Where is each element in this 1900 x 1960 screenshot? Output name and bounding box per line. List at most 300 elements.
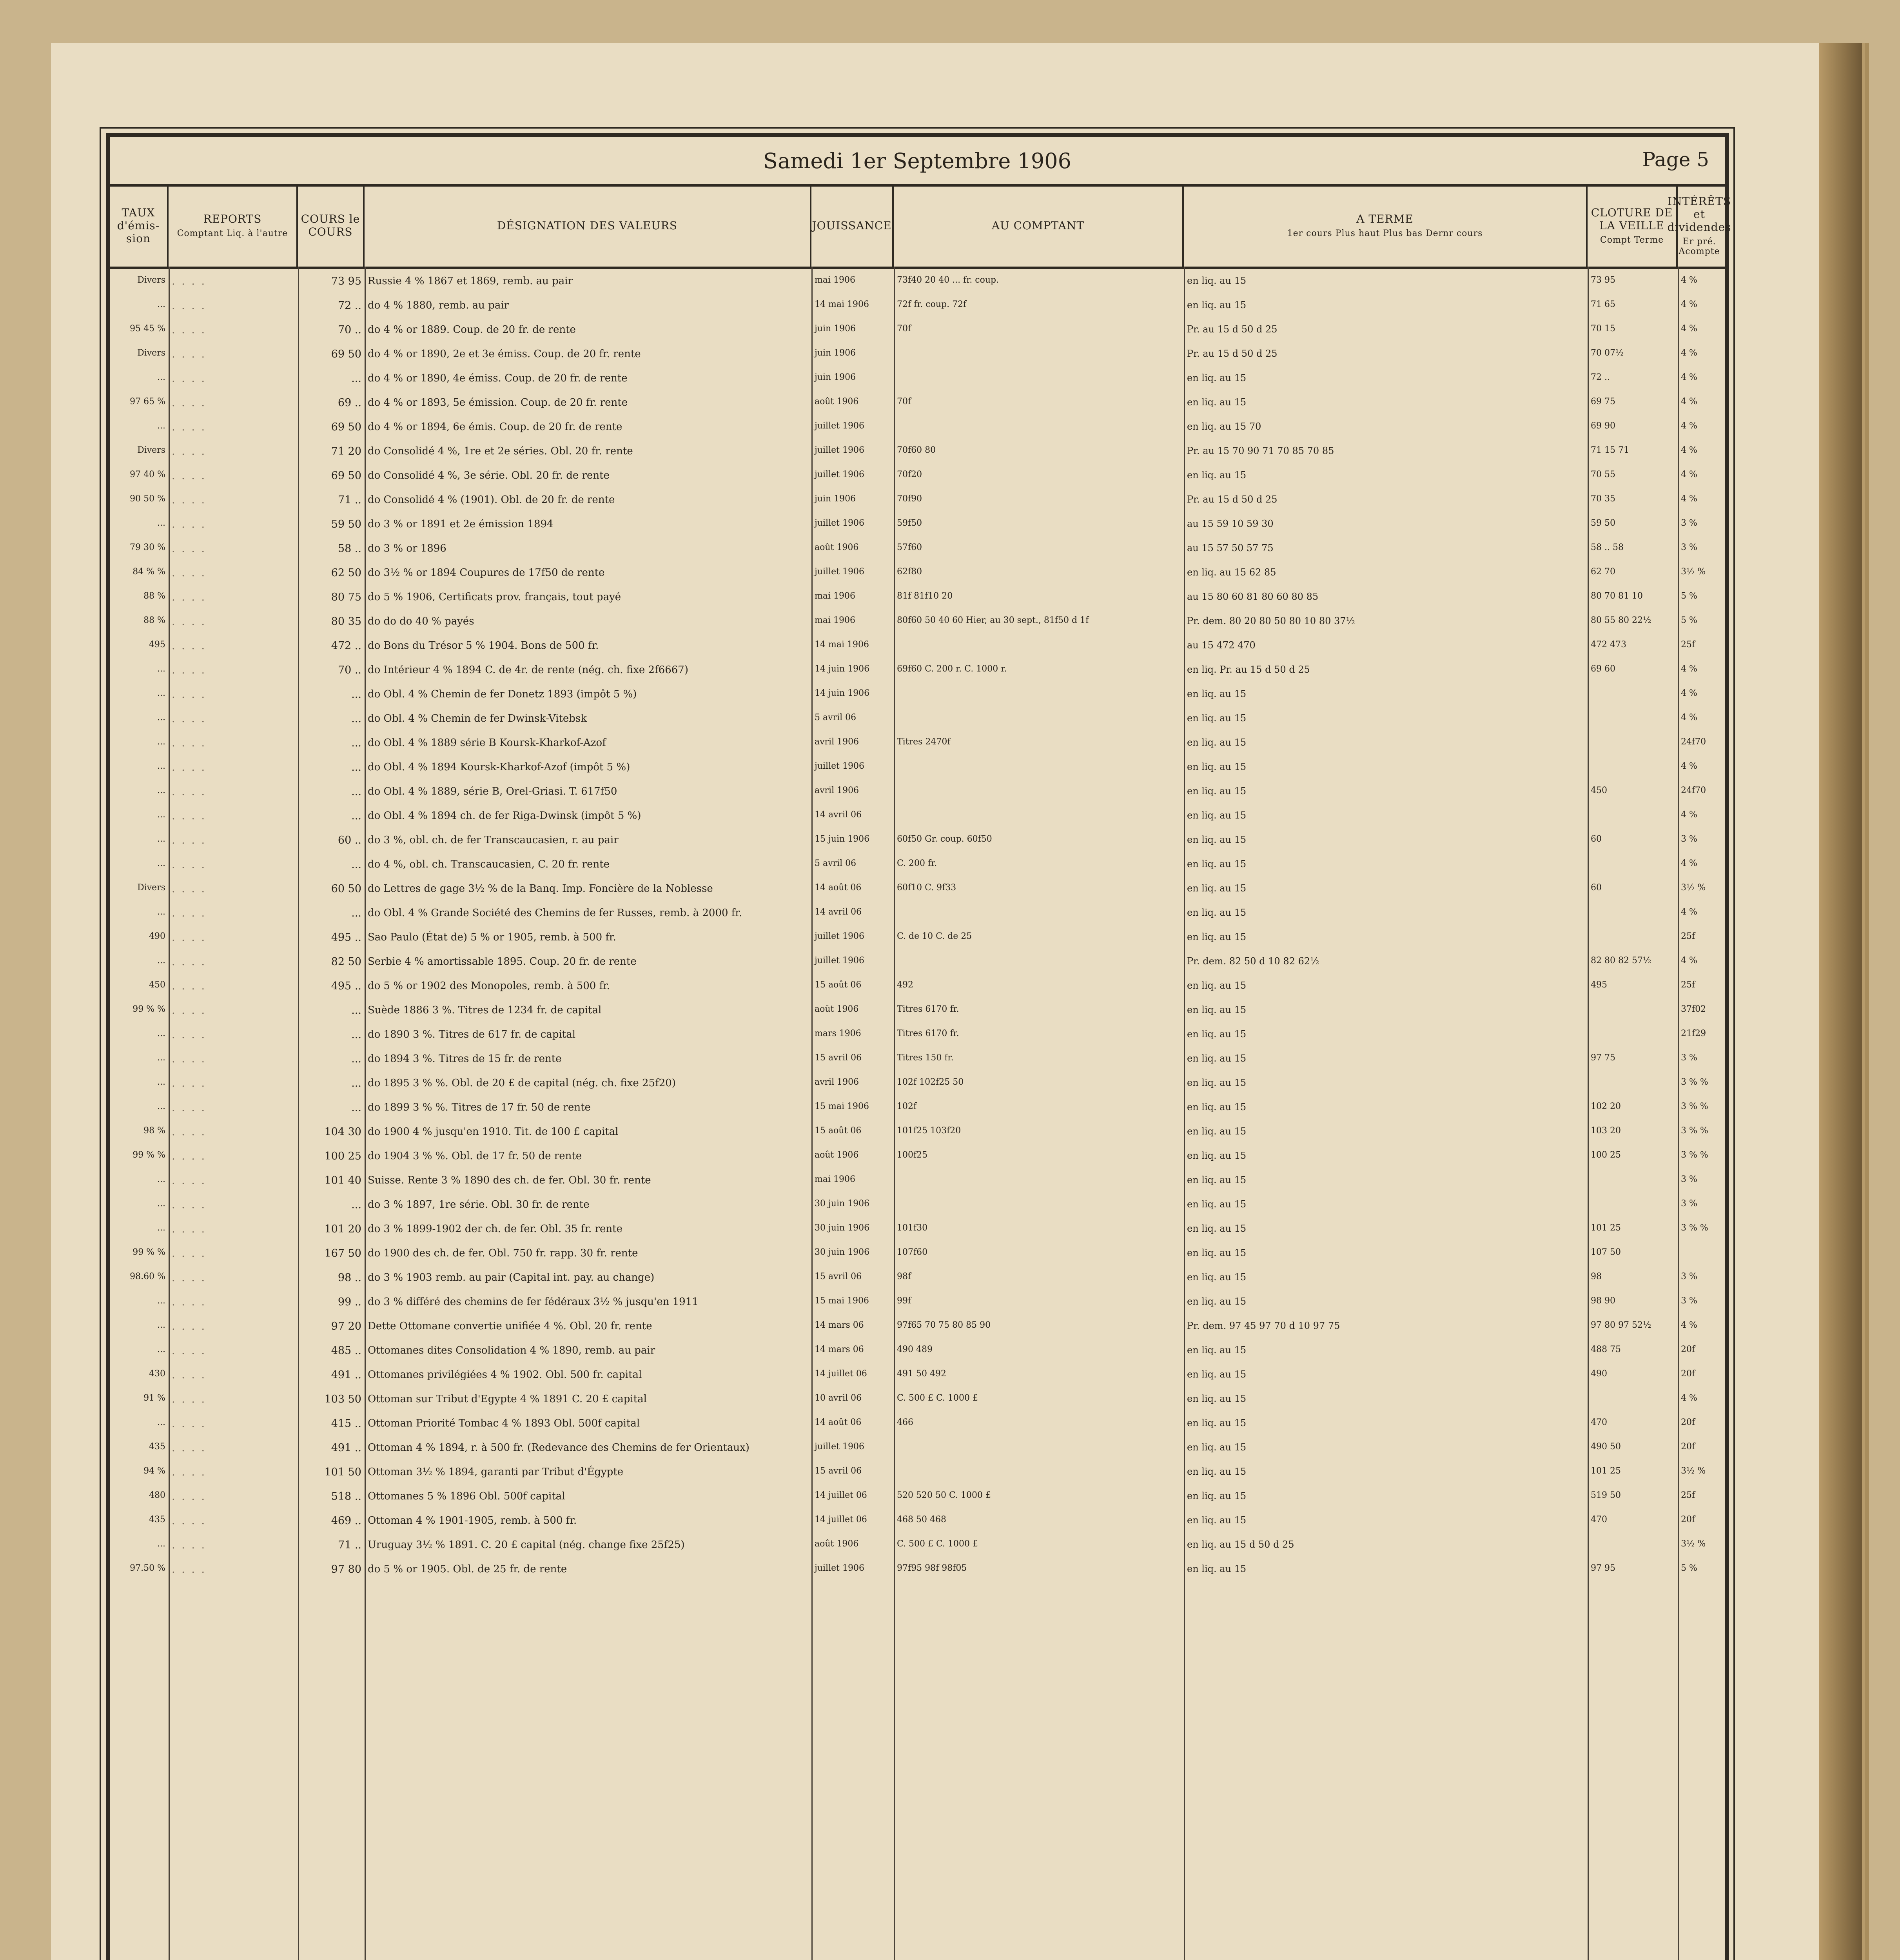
interet-cell: 4 % <box>1681 299 1697 309</box>
col-cloture-label: CLOTURE DE LA VEILLE <box>1591 206 1673 232</box>
jouissance-cell: juillet 1906 <box>815 956 864 965</box>
col-cours-label: COURS le COURS <box>301 212 360 238</box>
reports-cell: . . . . <box>172 1515 207 1527</box>
designation-cell: Sao Paulo (État de) 5 % or 1905, remb. à 500 fr. <box>368 931 616 943</box>
interet-cell: 4 % <box>1681 348 1697 358</box>
cours-cell: ... <box>351 737 361 749</box>
table-row <box>110 1149 1725 1174</box>
terme-cell: au 15 472 470 <box>1187 640 1256 651</box>
taux-cell: ... <box>157 1053 165 1063</box>
table-row <box>110 1490 1725 1514</box>
terme-cell: en liq. au 15 <box>1187 907 1247 918</box>
cloture-cell: 70 35 <box>1591 494 1615 504</box>
reports-cell: . . . . <box>172 1029 207 1041</box>
cours-cell: 59 50 <box>331 518 361 530</box>
designation-cell: do 5 % 1906, Certificats prov. français, tout payé <box>368 591 621 603</box>
designation-cell: do Obl. 4 % 1889 série B Koursk-Kharkof-Azof <box>368 737 606 749</box>
terme-cell: en liq. au 15 <box>1187 810 1247 821</box>
interet-cell: 4 % <box>1681 810 1697 820</box>
stock-table-frame <box>106 133 1729 1960</box>
table-row <box>110 1417 1725 1441</box>
table-row <box>110 469 1725 493</box>
jouissance-cell: 15 août 06 <box>815 1126 862 1136</box>
column-headers <box>110 184 1731 269</box>
terme-cell: en liq. au 15 <box>1187 858 1247 869</box>
reports-cell: . . . . <box>172 275 207 287</box>
comptant-cell: 97f65 70 75 80 85 90 <box>897 1320 991 1330</box>
table-row <box>110 1563 1725 1587</box>
designation-cell: do 1895 3 % %. Obl. de 20 £ de capital (nég. ch. fixe 25f20) <box>368 1077 676 1089</box>
reports-cell: . . . . <box>172 1102 207 1114</box>
interet-cell: 3 % <box>1681 834 1697 844</box>
col-interets-label: INTÉRÊTS et dividendes <box>1667 194 1731 234</box>
col-a-terme-sub: 1er cours Plus haut Plus bas Dernr cours <box>1287 229 1483 238</box>
table-row <box>110 663 1725 688</box>
comptant-cell: Titres 6170 fr. <box>897 1029 959 1038</box>
cloture-cell: 519 50 <box>1591 1490 1621 1500</box>
table-row <box>110 639 1725 663</box>
taux-cell: 97 40 % <box>130 470 165 479</box>
terme-cell: en liq. au 15 <box>1187 931 1247 942</box>
designation-cell: Serbie 4 % amortissable 1895. Coup. 20 fr. de rente <box>368 956 637 967</box>
interet-cell: 4 % <box>1681 761 1697 771</box>
jouissance-cell: juin 1906 <box>815 494 856 504</box>
terme-cell: Pr. au 15 70 90 71 70 85 70 85 <box>1187 445 1334 456</box>
cloture-cell <box>1588 809 1678 811</box>
taux-cell: ... <box>157 421 165 431</box>
comptant-cell: 492 <box>897 980 913 990</box>
comptant-cell: 468 50 468 <box>897 1515 946 1524</box>
terme-cell: en liq. au 15 <box>1187 1369 1247 1380</box>
reports-cell: . . . . <box>172 980 207 992</box>
comptant-cell: 70f <box>897 397 911 407</box>
comptant-cell: 98f <box>897 1272 911 1281</box>
cours-cell: 99 .. <box>338 1296 361 1308</box>
terme-cell: Pr. au 15 d 50 d 25 <box>1187 324 1278 335</box>
terme-cell: en liq. au 15 70 <box>1187 421 1261 432</box>
taux-cell: ... <box>157 907 165 917</box>
cloture-cell: 98 90 <box>1591 1296 1615 1306</box>
cours-cell: 415 .. <box>331 1417 361 1430</box>
table-row <box>110 1004 1725 1028</box>
interet-cell: 20f <box>1681 1345 1695 1354</box>
reports-cell: . . . . <box>172 1247 207 1259</box>
taux-cell: 480 <box>149 1490 165 1500</box>
col-designation <box>365 184 811 267</box>
interet-cell: 25f <box>1681 640 1695 650</box>
table-row <box>110 1125 1725 1149</box>
comptant-cell: C. 500 £ C. 1000 £ <box>897 1393 978 1403</box>
comptant-cell: 491 50 492 <box>897 1369 946 1379</box>
taux-cell: Divers <box>137 348 165 358</box>
table-row <box>110 785 1725 809</box>
table-row <box>110 931 1725 955</box>
reports-cell: . . . . <box>172 1345 207 1357</box>
cours-cell: 71 .. <box>338 1539 361 1551</box>
cloture-cell <box>1588 1028 1678 1029</box>
interet-cell: 3½ % <box>1681 1539 1706 1549</box>
taux-cell: 495 <box>149 640 165 650</box>
jouissance-cell: juillet 1906 <box>815 761 864 771</box>
terme-cell: en liq. au 15 <box>1187 883 1247 894</box>
jouissance-cell: juin 1906 <box>815 372 856 382</box>
cours-cell: 104 30 <box>324 1126 361 1138</box>
comptant-cell <box>894 785 1184 786</box>
jouissance-cell: juillet 1906 <box>815 1442 864 1452</box>
terme-cell: en liq. au 15 <box>1187 1490 1247 1501</box>
taux-cell: 88 % <box>143 591 165 601</box>
reports-cell: . . . . <box>172 1466 207 1478</box>
cloture-cell <box>1588 1538 1678 1540</box>
interet-cell: 3½ % <box>1681 883 1706 893</box>
designation-cell: do 3 % or 1896 <box>368 543 446 554</box>
interet-cell: 37f02 <box>1681 1004 1706 1014</box>
terme-cell: en liq. au 15 <box>1187 1296 1247 1307</box>
col-jouissance <box>811 184 894 267</box>
cloture-cell: 472 473 <box>1591 640 1626 650</box>
cloture-cell: 97 80 97 52½ <box>1591 1320 1651 1330</box>
jouissance-cell: mai 1906 <box>815 1174 855 1184</box>
cloture-cell: 100 25 <box>1591 1150 1621 1160</box>
interet-cell: 3 % % <box>1681 1126 1708 1136</box>
comptant-cell: Titres 150 fr. <box>897 1053 954 1063</box>
reports-cell: . . . . <box>172 1393 207 1405</box>
designation-cell: Suède 1886 3 %. Titres de 1234 fr. de capital <box>368 1004 602 1016</box>
comptant-cell: 101f30 <box>897 1223 928 1233</box>
reports-cell: . . . . <box>172 299 207 312</box>
designation-cell: do 3 % or 1891 et 2e émission 1894 <box>368 518 553 530</box>
interet-cell: 3 % <box>1681 518 1697 528</box>
table-row <box>110 1514 1725 1538</box>
interet-cell: 4 % <box>1681 324 1697 334</box>
taux-cell: 97.50 % <box>130 1563 165 1573</box>
cloture-cell: 82 80 82 57½ <box>1591 956 1651 965</box>
comptant-cell: Titres 6170 fr. <box>897 1004 959 1014</box>
jouissance-cell: 15 mai 1906 <box>815 1102 869 1111</box>
terme-cell: en liq. au 15 <box>1187 397 1247 408</box>
table-row <box>110 347 1725 372</box>
jouissance-cell: juillet 1906 <box>815 470 864 479</box>
taux-cell: 435 <box>149 1515 165 1524</box>
table-row <box>110 542 1725 566</box>
taux-cell: 430 <box>149 1369 165 1379</box>
cloture-cell <box>1588 931 1678 932</box>
cloture-cell: 490 50 <box>1591 1442 1621 1452</box>
designation-cell: do Intérieur 4 % 1894 C. de 4r. de rente (nég. ch. fixe 2f6667) <box>368 664 688 676</box>
jouissance-cell: 15 mai 1906 <box>815 1296 869 1306</box>
reports-cell: . . . . <box>172 761 207 773</box>
reports-cell: . . . . <box>172 737 207 749</box>
interet-cell: 4 % <box>1681 470 1697 479</box>
comptant-cell <box>894 688 1184 689</box>
cloture-cell: 101 25 <box>1591 1466 1621 1476</box>
comptant-cell <box>894 1441 1184 1443</box>
table-row <box>110 1076 1725 1101</box>
interet-cell: 4 % <box>1681 1393 1697 1403</box>
reports-cell: . . . . <box>172 494 207 506</box>
reports-cell: . . . . <box>172 615 207 628</box>
terme-cell: en liq. au 15 <box>1187 1223 1247 1234</box>
taux-cell: Divers <box>137 275 165 285</box>
reports-cell: . . . . <box>172 1223 207 1235</box>
terme-cell: Pr. dem. 80 20 80 50 80 10 80 37½ <box>1187 615 1355 626</box>
col-taux-label: TAUX d'émis-sion <box>117 206 160 245</box>
designation-cell: do Obl. 4 % Chemin de fer Dwinsk-Vitebsk <box>368 713 587 724</box>
cloture-cell <box>1588 906 1678 908</box>
terme-cell: au 15 59 10 59 30 <box>1187 518 1274 529</box>
cloture-cell: 97 75 <box>1591 1053 1615 1063</box>
designation-cell: do 1890 3 %. Titres de 617 fr. de capital <box>368 1029 576 1040</box>
jouissance-cell: 30 juin 1906 <box>815 1199 870 1209</box>
cours-cell: 62 50 <box>331 567 361 579</box>
designation-cell: Ottomanes dites Consolidation 4 % 1890, remb. au pair <box>368 1345 655 1356</box>
cloture-cell: 60 <box>1591 834 1602 844</box>
table-row <box>110 1392 1725 1417</box>
table-row <box>110 809 1725 833</box>
terme-cell: en liq. au 15 <box>1187 470 1247 481</box>
cours-cell: 103 50 <box>324 1393 361 1405</box>
cours-cell: ... <box>351 1029 361 1041</box>
reports-cell: . . . . <box>172 1296 207 1308</box>
cours-cell: 69 .. <box>338 397 361 409</box>
jouissance-cell: juin 1906 <box>815 348 856 358</box>
comptant-cell: 102f 102f25 50 <box>897 1077 964 1087</box>
table-row <box>110 372 1725 396</box>
taux-cell: ... <box>157 858 165 868</box>
interet-cell: 5 % <box>1681 615 1697 625</box>
interet-cell: 3½ % <box>1681 1466 1706 1476</box>
taux-cell: 94 % <box>143 1466 165 1476</box>
table-row <box>110 299 1725 323</box>
comptant-cell: 70f60 80 <box>897 445 936 455</box>
designation-cell: do 4 % or 1889. Coup. de 20 fr. de rente <box>368 324 576 336</box>
cours-cell: ... <box>351 372 361 385</box>
taux-cell: 99 % % <box>132 1150 165 1160</box>
interet-cell <box>1678 1247 1721 1248</box>
jouissance-cell: 14 mai 1906 <box>815 299 869 309</box>
designation-cell: do Obl. 4 % Chemin de fer Donetz 1893 (impôt 5 %) <box>368 688 637 700</box>
reports-cell: . . . . <box>172 713 207 725</box>
jouissance-cell: 14 mars 06 <box>815 1320 864 1330</box>
terme-cell: en liq. Pr. au 15 d 50 d 25 <box>1187 664 1310 675</box>
reports-cell: . . . . <box>172 931 207 944</box>
interet-cell: 3 % <box>1681 543 1697 552</box>
cloture-cell: 71 65 <box>1591 299 1615 309</box>
col-cours <box>298 184 365 267</box>
taux-cell: ... <box>157 1320 165 1330</box>
jouissance-cell: 30 juin 1906 <box>815 1223 870 1233</box>
reports-cell: . . . . <box>172 1150 207 1162</box>
interet-cell: 20f <box>1681 1515 1695 1524</box>
taux-cell: 95 45 % <box>130 324 165 334</box>
taux-cell: ... <box>157 1296 165 1306</box>
cours-cell: ... <box>351 1199 361 1211</box>
taux-cell: 435 <box>149 1442 165 1452</box>
stock-rows <box>110 274 1725 1587</box>
designation-cell: do 1894 3 %. Titres de 15 fr. de rente <box>368 1053 562 1065</box>
jouissance-cell: mai 1906 <box>815 275 855 285</box>
comptant-cell: 520 520 50 C. 1000 £ <box>897 1490 991 1500</box>
table-row <box>110 1319 1725 1344</box>
taux-cell: 88 % <box>143 615 165 625</box>
designation-cell: do Obl. 4 % 1894 Koursk-Kharkof-Azof (impôt 5 %) <box>368 761 630 773</box>
reports-cell: . . . . <box>172 810 207 822</box>
cours-cell: 70 .. <box>338 664 361 676</box>
reports-cell: . . . . <box>172 1320 207 1332</box>
designation-cell: do Obl. 4 % 1889, série B, Orel-Griasi. T. 617f50 <box>368 786 617 797</box>
cours-cell: 97 20 <box>331 1320 361 1332</box>
taux-cell: ... <box>157 372 165 382</box>
designation-cell: do 3 % 1899-1902 der ch. de fer. Obl. 35 fr. rente <box>368 1223 622 1235</box>
interet-cell: 4 % <box>1681 275 1697 285</box>
reports-cell: . . . . <box>172 1077 207 1089</box>
comptant-cell <box>894 906 1184 908</box>
designation-cell: Ottoman 4 % 1894, r. à 500 fr. (Redevance des Chemins de fer Orientaux) <box>368 1442 749 1454</box>
cloture-cell: 70 55 <box>1591 470 1615 479</box>
table-row <box>110 1247 1725 1271</box>
comptant-cell <box>894 1174 1184 1175</box>
terme-cell: en liq. au 15 <box>1187 1150 1247 1161</box>
table-row <box>110 688 1725 712</box>
terme-cell: au 15 57 50 57 75 <box>1187 543 1274 554</box>
table-row <box>110 615 1725 639</box>
designation-cell: do 3 % 1897, 1re série. Obl. 30 fr. de rente <box>368 1199 590 1210</box>
taux-cell: ... <box>157 1539 165 1549</box>
cloture-cell: 488 75 <box>1591 1345 1621 1354</box>
cours-cell: ... <box>351 1102 361 1114</box>
col-designation-label: DÉSIGNATION DES VALEURS <box>497 219 678 232</box>
col-interets <box>1667 184 1731 267</box>
cloture-cell <box>1588 1392 1678 1394</box>
jouissance-cell: mai 1906 <box>815 615 855 625</box>
cours-cell: 491 .. <box>331 1442 361 1454</box>
taux-cell: ... <box>157 1223 165 1233</box>
interet-cell: 4 % <box>1681 445 1697 455</box>
page-date: Samedi 1er Septembre 1906 <box>763 148 1071 173</box>
cloture-cell <box>1588 1076 1678 1078</box>
comptant-cell: 60f10 C. 9f33 <box>897 883 956 893</box>
page-header <box>110 137 1725 187</box>
cours-cell: 60 .. <box>338 834 361 846</box>
interet-cell: 25f <box>1681 980 1695 990</box>
terme-cell: en liq. au 15 <box>1187 372 1247 383</box>
interet-cell: 3 % % <box>1681 1102 1708 1111</box>
designation-cell: Ottoman 4 % 1901-1905, remb. à 500 fr. <box>368 1515 577 1526</box>
cours-cell: ... <box>351 761 361 773</box>
cours-cell: 72 .. <box>338 299 361 312</box>
reports-cell: . . . . <box>172 397 207 409</box>
reports-cell: . . . . <box>172 1369 207 1381</box>
interet-cell: 3 % <box>1681 1199 1697 1209</box>
terme-cell: en liq. au 15 <box>1187 834 1247 845</box>
designation-cell: do 1904 3 % %. Obl. de 17 fr. 50 de rente <box>368 1150 582 1162</box>
taux-cell: ... <box>157 518 165 528</box>
cloture-cell: 62 70 <box>1591 567 1615 577</box>
taux-cell: ... <box>157 834 165 844</box>
cours-cell: ... <box>351 1004 361 1016</box>
terme-cell: Pr. dem. 82 50 d 10 82 62½ <box>1187 956 1319 967</box>
designation-cell: do Consolidé 4 % (1901). Obl. de 20 fr. de rente <box>368 494 615 506</box>
designation-cell: Ottoman Priorité Tombac 4 % 1893 Obl. 500f capital <box>368 1417 640 1429</box>
designation-cell: do Obl. 4 % 1894 ch. de fer Riga-Dwinsk (impôt 5 %) <box>368 810 641 822</box>
taux-cell: ... <box>157 810 165 820</box>
interet-cell: 4 % <box>1681 421 1697 431</box>
table-row <box>110 323 1725 347</box>
cloture-cell: 450 <box>1591 786 1607 795</box>
cours-cell: 71 20 <box>331 445 361 457</box>
interet-cell: 4 % <box>1681 1320 1697 1330</box>
cours-cell: 485 .. <box>331 1345 361 1357</box>
cours-cell: 97 80 <box>331 1563 361 1575</box>
designation-cell: do 4 % or 1890, 2e et 3e émiss. Coup. de 20 fr. rente <box>368 348 641 360</box>
comptant-cell: 490 489 <box>897 1345 933 1354</box>
comptant-cell <box>894 420 1184 422</box>
table-row <box>110 712 1725 736</box>
reports-cell: . . . . <box>172 470 207 482</box>
jouissance-cell: juillet 1906 <box>815 518 864 528</box>
cloture-cell: 72 .. <box>1591 372 1610 382</box>
jouissance-cell: mars 1906 <box>815 1029 861 1038</box>
interet-cell: 3 % % <box>1681 1150 1708 1160</box>
cours-cell: 472 .. <box>331 640 361 652</box>
taux-cell: ... <box>157 1174 165 1184</box>
cours-cell: 495 .. <box>331 980 361 992</box>
cloture-cell: 70 15 <box>1591 324 1615 334</box>
table-row <box>110 1538 1725 1563</box>
jouissance-cell: 14 juin 1906 <box>815 664 870 674</box>
comptant-cell <box>894 1465 1184 1467</box>
jouissance-cell: 14 août 06 <box>815 883 862 893</box>
comptant-cell: 60f50 Gr. coup. 60f50 <box>897 834 992 844</box>
jouissance-cell: 15 avril 06 <box>815 1053 862 1063</box>
jouissance-cell: juin 1906 <box>815 324 856 334</box>
reports-cell: . . . . <box>172 1272 207 1284</box>
cours-cell: 80 35 <box>331 615 361 628</box>
designation-cell: do 4 %, obl. ch. Transcaucasien, C. 20 fr. rente <box>368 858 610 870</box>
terme-cell: en liq. au 15 <box>1187 1102 1247 1112</box>
taux-cell: ... <box>157 761 165 771</box>
jouissance-cell: 14 avril 06 <box>815 907 862 917</box>
table-row <box>110 1295 1725 1319</box>
comptant-cell: 72f fr. coup. 72f <box>897 299 967 309</box>
jouissance-cell: août 1906 <box>815 1539 859 1549</box>
taux-cell: ... <box>157 713 165 722</box>
jouissance-cell: 5 avril 06 <box>815 858 857 868</box>
taux-cell: ... <box>157 1345 165 1354</box>
terme-cell: Pr. au 15 d 50 d 25 <box>1187 494 1278 505</box>
cloture-cell <box>1588 712 1678 713</box>
interet-cell: 5 % <box>1681 1563 1697 1573</box>
table-row <box>110 833 1725 858</box>
cloture-cell: 58 .. 58 <box>1591 543 1624 552</box>
taux-cell: ... <box>157 1417 165 1427</box>
terme-cell: en liq. au 15 62 85 <box>1187 567 1276 578</box>
interet-cell: 3 % % <box>1681 1077 1708 1087</box>
col-reports-label: REPORTS <box>203 212 262 225</box>
comptant-cell: 59f50 <box>897 518 922 528</box>
cours-cell: ... <box>351 810 361 822</box>
comptant-cell <box>894 639 1184 641</box>
jouissance-cell: juillet 1906 <box>815 421 864 431</box>
table-row <box>110 1271 1725 1295</box>
table-row <box>110 1101 1725 1125</box>
comptant-cell: 57f60 <box>897 543 922 552</box>
taux-cell: Divers <box>137 445 165 455</box>
cours-cell: 69 50 <box>331 470 361 482</box>
table-row <box>110 906 1725 931</box>
taux-cell: ... <box>157 664 165 674</box>
cours-cell: 71 .. <box>338 494 361 506</box>
